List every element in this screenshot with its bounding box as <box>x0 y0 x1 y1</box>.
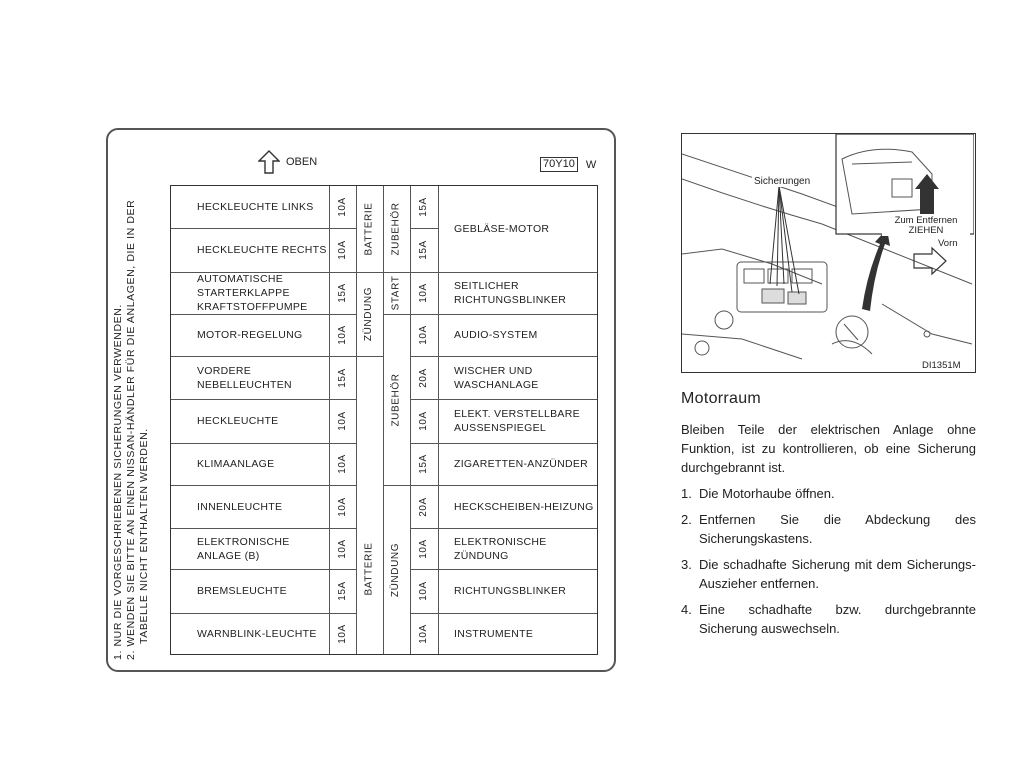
fuse-notes <box>112 140 172 660</box>
fuse-amp-left: 10A <box>336 454 348 474</box>
circuit-group-right: START <box>390 275 402 311</box>
top-label: OBEN <box>286 156 318 168</box>
fuse-label-left: WARNBLINK-LEUCHTE <box>197 627 317 640</box>
fuse-label-right: SEITLICHER RICHTUNGSBLINKER <box>454 280 567 306</box>
fuse-label-left: KLIMAANLAGE <box>197 458 275 470</box>
circuit-group-left: ZÜNDUNG <box>363 286 375 342</box>
label-front: Vorn <box>938 238 958 249</box>
circuit-group-left: BATTERIE <box>363 202 375 256</box>
label-fuses: Sicherungen <box>754 176 811 187</box>
fuse-label-right: ELEKT. VERSTELLBARE AUSSENSPIEGEL <box>454 408 580 434</box>
fuse-label-left: INNENLEUCHTE <box>197 500 283 513</box>
fuse-label-right: WISCHER UND WASCHANLAGE <box>454 364 539 391</box>
fuse-amp-right: 10A <box>418 538 429 559</box>
note-2: 2. WENDEN SIE BITTE AN EINEN NISSAN-HÄNDLER FÜR DIE ANLAGEN, DIE IN DER <box>125 199 137 660</box>
fuse-amp-right: 15A <box>418 454 429 474</box>
fuse-label-right: GEBLÄSE-MOTOR <box>454 223 550 235</box>
circuit-group-right: ZÜNDUNG <box>390 542 402 597</box>
fuse-label-right: RICHTUNGSBLINKER <box>454 585 567 597</box>
card-code <box>540 157 596 172</box>
circuit-group-right: ZUBEHÖR <box>390 372 402 427</box>
list-item: 4. Eine schadhafte bzw. durchgebrannte Sicherung auswechseln. <box>681 602 976 636</box>
label-pull: Zum Entfernen ZIEHEN <box>882 216 970 236</box>
fuse-table <box>170 185 598 655</box>
fuse-amp-right: 20A <box>418 496 429 517</box>
fuse-amp-left: 15A <box>336 581 348 601</box>
fuse-label-left: VORDERE NEBELLEUCHTEN <box>197 364 292 391</box>
list-item: 3. Die schadhafte Sicherung mit dem Sicherungs-Auszieher entfernen. <box>681 557 976 591</box>
note-1: 1. NUR DIE VORGESCHRIEBENEN SICHERUNGEN VERWENDEN. <box>112 304 124 660</box>
fuse-amp-right: 10A <box>418 581 429 601</box>
fuse-amp-right: 10A <box>418 623 429 644</box>
fuse-amp-right: 15A <box>418 197 429 217</box>
fuse-amp-left: 10A <box>336 240 348 260</box>
card-code-suffix: W <box>585 158 597 171</box>
fuse-amp-left: 10A <box>336 325 348 345</box>
note-2-cont: TABELLE NICHT ENTHALTEN WERDEN. <box>138 428 150 644</box>
fuse-amp-left: 10A <box>336 623 348 644</box>
section-heading: Motorraum <box>681 390 762 407</box>
fuse-amp-left: 10A <box>336 538 348 559</box>
fuse-amp-left: 10A <box>336 496 348 517</box>
fuse-label-left: HECKLEUCHTE <box>197 415 279 427</box>
step-list <box>681 484 976 645</box>
circuit-group-left: BATTERIE <box>363 542 375 596</box>
top-indicator <box>258 150 317 174</box>
fuse-amp-right: 10A <box>418 283 429 303</box>
list-item: 2. Entfernen Sie die Abdeckung des Sicherungskastens. <box>681 512 976 546</box>
circuit-group-right: ZUBEHÖR <box>390 202 402 256</box>
fuse-label-right: INSTRUMENTE <box>454 627 534 640</box>
fuse-label-right: AUDIO-SYSTEM <box>454 329 538 341</box>
fuse-label-right: ZIGARETTEN-ANZÜNDER <box>454 458 589 470</box>
engine-bay-diagram <box>681 133 976 373</box>
card-code-box: 70Y10 <box>540 157 578 172</box>
fuse-label-left: AUTOMATISCHE STARTERKLAPPE KRAFTSTOFFPUMPE <box>197 273 308 313</box>
fuse-amp-right: 10A <box>418 411 429 431</box>
engine-bay-illustration <box>682 134 974 371</box>
fuse-label-left: HECKLEUCHTE LINKS <box>197 201 314 213</box>
fuse-amp-right: 15A <box>418 240 429 260</box>
fuse-amp-left: 10A <box>336 197 348 217</box>
fuse-label-right: ELEKTRONISCHE ZÜNDUNG <box>454 535 547 562</box>
section-intro: Bleiben Teile der elektrischen Anlage ohne Funktion, ist zu kontrollieren, ob eine Sicherung durchgebrannt ist. <box>681 422 976 475</box>
fuse-amp-right: 10A <box>418 325 429 345</box>
fuse-label-left: ELEKTRONISCHE ANLAGE (B) <box>197 535 290 562</box>
list-item: 1. Die Motorhaube öffnen. <box>681 486 835 501</box>
fuse-label-left: MOTOR-REGELUNG <box>197 329 303 341</box>
fuse-amp-left: 15A <box>336 367 348 388</box>
up-arrow-icon <box>258 150 280 174</box>
fuse-amp-left: 15A <box>336 283 348 303</box>
fuse-label-left: HECKLEUCHTE RECHTS <box>197 244 327 256</box>
fuse-label-right: HECKSCHEIBEN-HEIZUNG <box>454 500 594 513</box>
fuse-amp-right: 20A <box>418 367 429 388</box>
figure-code: DI1351M <box>922 360 961 371</box>
fuse-amp-left: 10A <box>336 411 348 431</box>
fuse-label-left: BREMSLEUCHTE <box>197 585 287 597</box>
